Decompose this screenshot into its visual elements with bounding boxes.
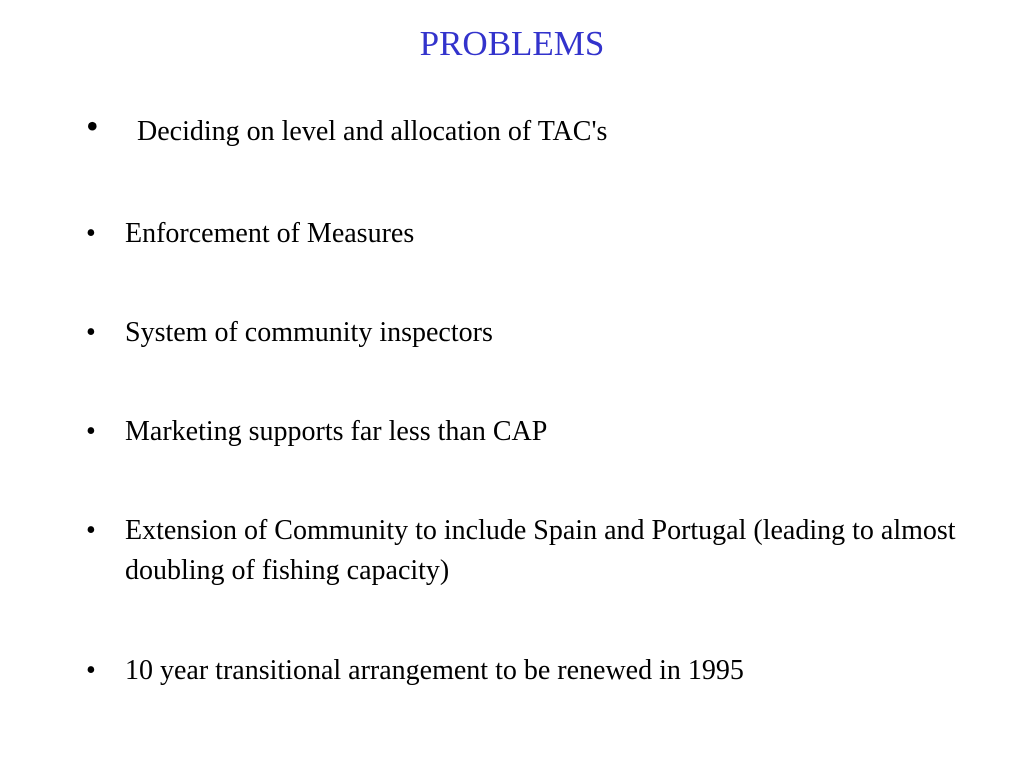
bullet-icon: • xyxy=(86,515,96,546)
bullet-text: Enforcement of Measures xyxy=(125,218,415,249)
bullet-item xyxy=(86,651,966,691)
bullet-text: System of community inspectors xyxy=(125,317,493,348)
bullet-item xyxy=(86,412,966,452)
slide-title: PROBLEMS xyxy=(419,24,605,63)
bullet-icon: • xyxy=(86,317,96,348)
bullet-icon: • xyxy=(86,106,99,146)
bullet-item xyxy=(86,511,966,591)
bullet-text: 10 year transitional arrangement to be renewed in 1995 xyxy=(125,655,744,686)
bullet-icon: • xyxy=(86,218,96,249)
bullet-icon: • xyxy=(86,416,96,447)
bullet-icon: • xyxy=(86,655,96,686)
bullet-text: Deciding on level and allocation of TAC's xyxy=(137,116,608,147)
bullet-item xyxy=(86,313,966,353)
bullet-item xyxy=(86,106,966,152)
bullet-item xyxy=(86,214,966,254)
bullet-text: Marketing supports far less than CAP xyxy=(125,416,548,447)
bullet-text: Extension of Community to include Spain and Portugal (leading to almost doubling of fishing capacity) xyxy=(125,515,956,586)
